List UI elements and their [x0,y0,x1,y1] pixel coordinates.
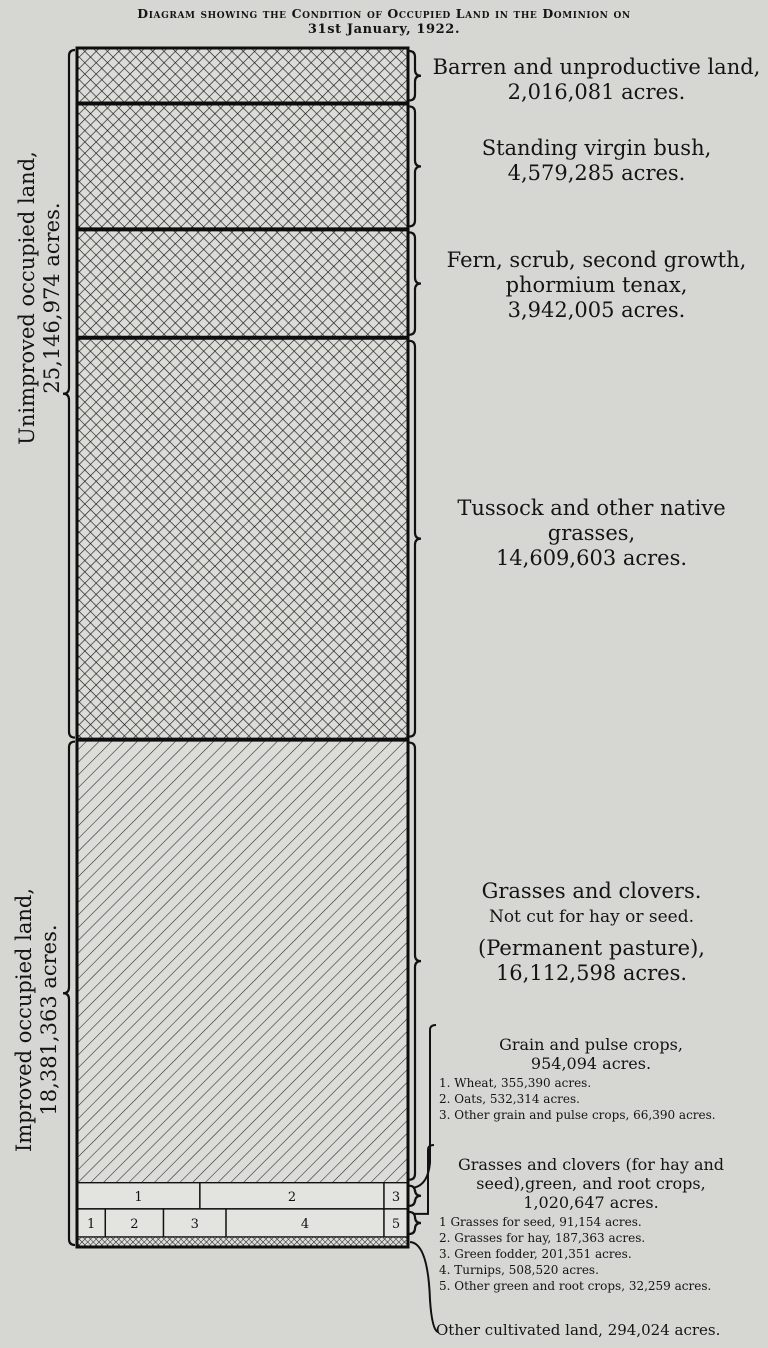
chart-title-line1: Diagram showing the Condition of Occupied Land in the Dominion on [137,6,631,21]
brace-bush [409,106,421,226]
label-tussock: Tussock and other native grasses, 14,609,603 acres. [457,496,726,571]
chart-title-line2: 31st January, 1922. [307,22,461,37]
green-list-item: 4. Turnips, 508,520 acres. [439,1262,599,1277]
bar-segment-barren [77,48,408,103]
green-list-item: 1 Grasses for seed, 91,154 acres. [439,1215,642,1229]
brace-improved [63,742,75,1245]
grain-list [439,1076,716,1124]
green-list-item: 5. Other green and root crops, 32,259 acres. [439,1278,712,1293]
brace-fern [409,232,421,334]
label-bush: Standing virgin bush, 4,579,285 acres. [481,136,712,186]
subpart-label: 5 [391,1216,401,1232]
bar-segment-bush [77,103,408,229]
label-barren: Barren and unproductive land, 2,016,081 acres. [432,55,761,105]
subpart-label: 2 [287,1189,297,1205]
brace-unimproved [63,50,75,738]
group-label-improved: Improved occupied land, 18,381,363 acres. [12,887,61,1153]
green-list-item: 2. Grasses for hay, 187,363 acres. [439,1230,646,1245]
subpart-label: 1 [134,1189,143,1205]
label-pasture: Grasses and clovers. Not cut for hay or seed. (Permanent pasture), 16,112,598 acres. [478,879,705,985]
leader-other [410,1242,438,1332]
green-list-item: 3. Green fodder, 201,351 acres. [439,1246,632,1261]
grain-list-item: 2. Oats, 532,314 acres. [439,1091,580,1106]
label-other: Other cultivated land, 294,024 acres. [436,1321,721,1339]
group-label-unimproved: Unimproved occupied land, 25,146,974 acres. [15,151,64,445]
subpart-label: 3 [190,1216,199,1232]
grain-list-item: 1. Wheat, 355,390 acres. [439,1076,592,1090]
subpart-label: 4 [300,1216,310,1232]
subpart-label: 3 [391,1189,401,1205]
label-fern: Fern, scrub, second growth, phormium tenax, 3,942,005 acres. [446,248,747,323]
brace-grain [409,1186,421,1206]
subpart-label: 2 [130,1216,139,1232]
leader-grain [414,1025,436,1188]
label-grain: Grain and pulse crops, 954,094 acres. [499,1035,683,1074]
bar-segment-pasture [77,740,408,1183]
green-list [439,1215,711,1295]
brace-green [409,1212,421,1234]
bar-segment-tussock [77,338,408,740]
label-green: Grasses and clovers (for hay and seed),green, and root crops, 1,020,647 acres. [457,1155,725,1213]
brace-barren [409,51,421,100]
grain-list-item: 3. Other grain and pulse crops, 66,390 acres. [439,1107,716,1122]
bar-segment-fern [77,229,408,337]
subpart-label: 1 [87,1216,96,1232]
